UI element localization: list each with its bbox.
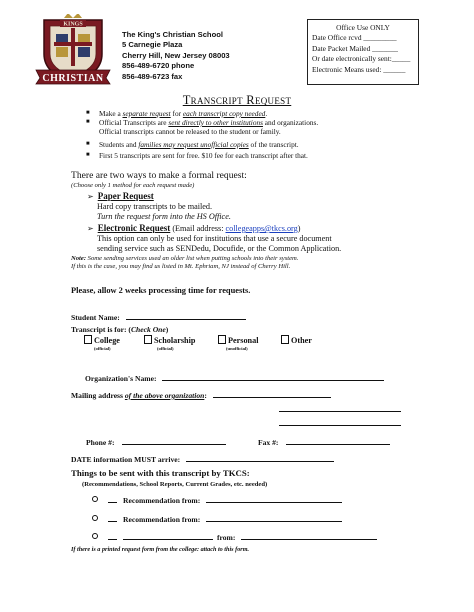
things-to-send-heading: Things to be sent with this transcript by TKCS:: [71, 468, 250, 478]
recommendation-from-label: Recommendation from:: [123, 515, 201, 524]
mailing-address-line3-field[interactable]: [279, 415, 401, 426]
scholarship-checkbox[interactable]: Scholarship: [144, 335, 195, 345]
recommendation-row: [92, 511, 342, 524]
arrow-bullet-icon: ➢: [87, 192, 94, 201]
office-date-electronic[interactable]: Or date electronically sent:_____: [312, 54, 411, 64]
school-name: The King's Christian School: [122, 30, 223, 39]
scholarship-official-note: (official): [157, 346, 174, 351]
logo-kings-text: KINGS: [63, 21, 83, 28]
electronic-request-option: ➢ Electronic Request (Email address: collegeapps@tkcs.org): [87, 223, 301, 233]
things-to-send-subheading: (Recommendations, School Reports, Current Grades, etc. needed): [82, 481, 268, 488]
date-info-label: DATE information MUST arrive:: [71, 455, 181, 464]
other-item-name-field[interactable]: [123, 529, 213, 540]
bullet-item: ■ Make a separate request for each transcript copy needed.: [86, 109, 268, 118]
school-street: 5 Carnegie Plaza: [122, 40, 183, 50]
college-apps-email-link[interactable]: collegeapps@tkcs.org: [225, 224, 298, 233]
student-name-row: [71, 309, 246, 322]
recommendation-check-field[interactable]: [108, 492, 117, 503]
mailing-address-line2-field[interactable]: [279, 401, 401, 412]
office-use-box: [307, 19, 419, 85]
circle-bullet-icon: [92, 515, 98, 521]
transcript-purpose-label: Transcript is for: (Check One): [71, 325, 169, 334]
student-name-label: Student Name:: [71, 313, 120, 322]
arrow-bullet-icon: ➢: [87, 224, 94, 233]
checkbox-icon[interactable]: [281, 335, 289, 344]
date-info-row: [71, 451, 334, 464]
recommendation-row: [92, 492, 342, 505]
recommendation-from-field[interactable]: [206, 492, 342, 503]
printed-form-note: If there is a printed request form from the college: attach to this form.: [71, 546, 250, 553]
date-info-field[interactable]: [186, 451, 334, 462]
recommendation-from-field[interactable]: [206, 511, 342, 522]
ways-heading: There are two ways to make a formal request:: [71, 170, 247, 181]
paper-request-line2: Turn the request form into the HS Office.: [97, 212, 231, 221]
mailing-address-row: Mailing address of the above organization:: [71, 387, 331, 400]
checkbox-icon[interactable]: [144, 335, 152, 344]
recommendation-from-label: Recommendation from:: [123, 496, 201, 505]
ways-subheading: (Choose only 1 method for each request made): [71, 182, 195, 189]
bullet-square-icon: ■: [86, 152, 90, 158]
school-address-block: [122, 30, 230, 82]
bullet-square-icon: ■: [86, 141, 90, 147]
fax-field[interactable]: [286, 434, 390, 445]
fax-row: [258, 434, 390, 447]
fax-label: Fax #:: [258, 438, 279, 447]
bullet-item: ■ Official Transcripts are sent directly to other institutions and organizations. Official transcripts cannot be released to the student or family.: [86, 118, 319, 137]
office-use-title: Office Use ONLY: [336, 23, 390, 32]
school-fax: 856-489-6723 fax: [122, 71, 183, 81]
phone-row: [86, 434, 226, 447]
student-name-field[interactable]: [126, 309, 246, 320]
bullet-square-icon: ■: [86, 119, 90, 125]
page-title: Transcript Request: [182, 93, 292, 107]
bullet-item: ■ First 5 transcripts are sent for free. $10 fee for each transcript after that.: [86, 151, 308, 160]
recommendation-check-field[interactable]: [108, 511, 117, 522]
checkbox-icon[interactable]: [84, 335, 92, 344]
other-item-check-field[interactable]: [108, 529, 117, 540]
electronic-request-line2: sending service such as SENDedu, Docufide, or the Common Application.: [97, 244, 342, 253]
office-date-received[interactable]: Date Office rcvd _________: [312, 33, 397, 43]
personal-unofficial-note: (unofficial): [226, 346, 248, 351]
processing-time-notice: Please, allow 2 weeks processing time for requests.: [71, 286, 251, 295]
logo-christian-text: CHRISTIAN: [42, 73, 104, 84]
note-text: Note: Some sending services used an older list when putting schools into their system. If this is the case, you may find us listed in Mt. Ephriam, NJ instead of Cherry Hill.: [71, 255, 299, 271]
paper-request-option: [87, 191, 154, 201]
organization-name-field[interactable]: [162, 370, 384, 381]
office-electronic-means[interactable]: Electronic Means used: ______: [312, 64, 406, 74]
college-checkbox[interactable]: College: [84, 335, 120, 345]
paper-request-line1: Hard copy transcripts to be mailed.: [97, 202, 213, 211]
circle-bullet-icon: [92, 533, 98, 539]
paper-request-label: Paper Request: [97, 191, 154, 201]
phone-field[interactable]: [122, 434, 226, 445]
office-date-mailed[interactable]: Date Packet Mailed _______: [312, 43, 398, 53]
organization-name-label: Organization's Name:: [85, 374, 157, 383]
phone-label: Phone #:: [86, 438, 115, 447]
other-item-from-field[interactable]: [241, 529, 377, 540]
school-phone: 856-489-6720 phone: [122, 61, 195, 71]
other-item-row: [92, 529, 377, 542]
other-checkbox[interactable]: Other: [281, 335, 312, 345]
personal-checkbox[interactable]: Personal: [218, 335, 258, 345]
electronic-request-line1: This option can only be used for institutions that use a secure document: [97, 234, 332, 243]
electronic-request-label: Electronic Request: [97, 223, 171, 233]
other-item-from-label: from:: [217, 533, 236, 542]
organization-name-row: [85, 370, 384, 383]
bullet-square-icon: ■: [86, 110, 90, 116]
school-city: Cherry Hill, New Jersey 08003: [122, 50, 230, 60]
circle-bullet-icon: [92, 496, 98, 502]
checkbox-icon[interactable]: [218, 335, 226, 344]
college-official-note: (official): [94, 346, 111, 351]
mailing-address-line1-field[interactable]: [213, 387, 331, 398]
bullet-item: ■ Students and families may request unofficial copies of the transcript.: [86, 140, 299, 149]
school-crest-logo: [34, 14, 112, 86]
